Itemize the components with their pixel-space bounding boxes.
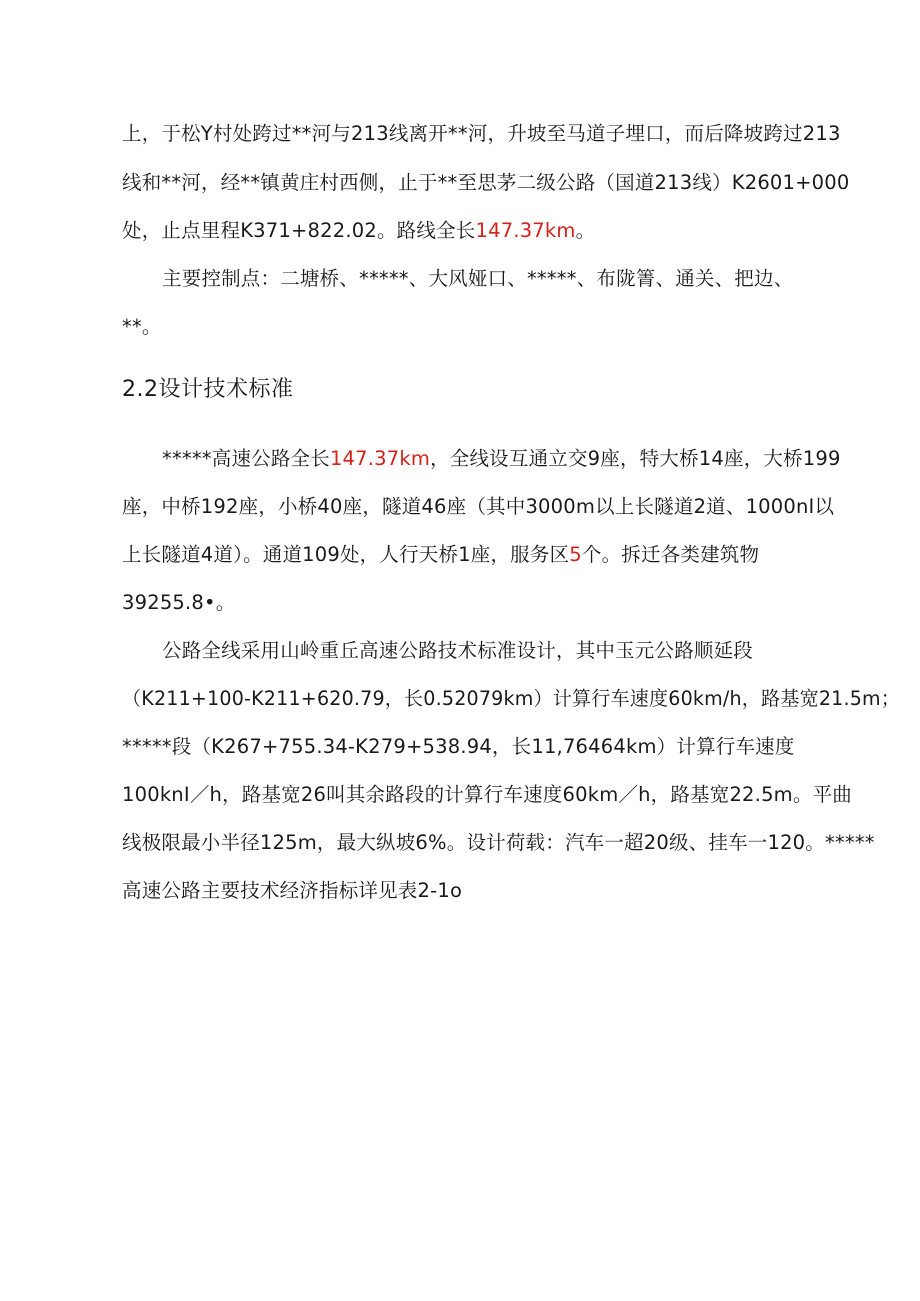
section-heading-text: 2.2设计技术标准 (122, 377, 294, 402)
paragraph-3-line-1-text-b: ，全线设互通立交9座，特大桥14座，大桥199 (430, 447, 841, 470)
paragraph-1-line-3-text-b: 。 (575, 219, 596, 242)
paragraph-3-line-4-text: 39255.8•。 (122, 591, 236, 614)
paragraph-4-line-3 (122, 734, 795, 760)
paragraph-4-line-2 (122, 686, 900, 712)
paragraph-1-line-3-text-a: 处，止点里程K371+822.02。路线全长 (122, 219, 476, 242)
paragraph-4-line-4-text: 100knI／h，路基宽26叫其余路段的计算行车速度60km／h，路基宽22.5m。平曲 (122, 783, 852, 806)
paragraph-3-line-3 (122, 542, 759, 568)
paragraph-1-line-2 (122, 170, 850, 196)
paragraph-3-line-2 (122, 494, 834, 520)
paragraph-4-line-6 (122, 878, 462, 904)
paragraph-1-line-1-text: 上，于松Y村处跨过**河与213线离开**河，升坡至马道子埋口，而后降坡跨过213 (122, 122, 841, 145)
paragraph-2-line-1 (162, 266, 793, 292)
paragraph-4-line-6-text: 高速公路主要技术经济指标详见表2-1o (122, 879, 463, 902)
highway-length-highlight: 147.37km (329, 447, 431, 470)
paragraph-4-line-4 (122, 782, 852, 808)
control-points-text-end: **。 (122, 315, 162, 338)
paragraph-4-line-5 (122, 830, 875, 856)
control-points-text: 主要控制点：二塘桥、*****、大风娅口、*****、布陇箐、通关、把边、 (162, 267, 794, 290)
route-length-highlight: 147.37km (475, 219, 576, 242)
paragraph-4-line-1 (162, 638, 753, 664)
paragraph-3-line-1-text-a: *****高速公路全长 (162, 447, 330, 470)
paragraph-4-line-2-text: （K211+100-K211+620.79，长0.52079km）计算行车速度60km/h，路基宽21.5m； (122, 687, 901, 710)
paragraph-1-line-3 (122, 218, 595, 244)
paragraph-4-line-5-text: 线极限最小半径125m，最大纵坡6%。设计荷载：汽车一超20级、挂车一120。***** (122, 831, 875, 854)
paragraph-1-line-1 (122, 121, 841, 147)
paragraph-3-line-2-text: 座，中桥192座，小桥40座，隧道46座（其中3000m以上长隧道2道、1000nI以 (122, 495, 835, 518)
paragraph-2-line-2 (122, 314, 162, 340)
paragraph-3-line-3-text-a: 上长隧道4道）。通道109处，人行天桥1座，服务区 (122, 543, 570, 566)
paragraph-3-line-4 (122, 590, 235, 616)
service-area-count-highlight: 5 (569, 543, 582, 566)
paragraph-4-line-1-text: 公路全线采用山岭重丘高速公路技术标准设计，其中玉元公路顺延段 (162, 639, 754, 662)
section-heading (122, 376, 294, 404)
paragraph-4-line-3-text: *****段（K267+755.34-K279+538.94，长11,76464km）计算行车速度 (122, 735, 795, 758)
paragraph-3-line-1 (162, 446, 841, 472)
paragraph-1-line-2-text: 线和**河，经**镇黄庄村西侧，止于**至思茅二级公路（国道213线）K2601+000 (122, 171, 850, 194)
paragraph-3-line-3-text-b: 个。拆迁各类建筑物 (581, 543, 760, 566)
